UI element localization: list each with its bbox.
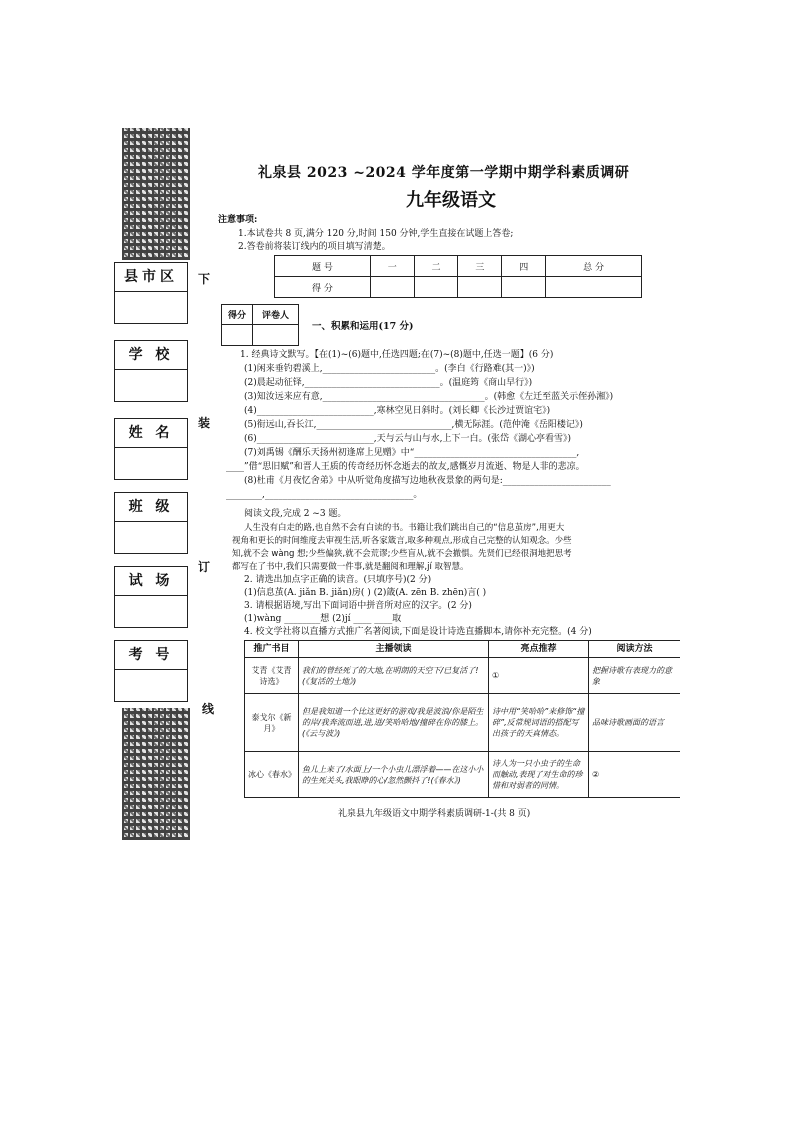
section-1-title: 一、积累和运用(17 分) xyxy=(312,321,414,332)
notice-item-1: 1.本试卷共 8 页,满分 120 分,时间 150 分钟,学生直接在试题上答卷; xyxy=(238,229,514,239)
binding-char-1: 下 xyxy=(198,272,211,286)
rec-row-2-highlight: 诗中用“笑哈哈”来修饰“撞碎”,反常规词语的搭配写出孩子的天真情态。 xyxy=(489,694,589,752)
q2-options: (1)信息茧(A. jiǎn B. jiǎn)房( ) (2)箴(A. zēn B. zhēn)言( ) xyxy=(244,588,487,598)
score-header-2: 二 xyxy=(414,256,458,277)
score-header-3: 三 xyxy=(458,256,502,277)
rec-row-1-highlight[interactable]: ① xyxy=(489,658,589,694)
school-label: 学 校 xyxy=(115,341,187,370)
rec-row-2-reading: 但是我知道一个比这更好的游戏/我是波浪/你是陌生的岸/我奔流而进,进,进/笑哈哈地/撞碎在你的膝上。(《云与波》) xyxy=(299,694,489,752)
q1-line-1: (1)闲来垂钓碧溪上,_________________________。(李白《行路难(其一)》) xyxy=(244,364,535,374)
page-title: 礼泉县 2023 ~2024 学年度第一学期中期学科素质调研 xyxy=(258,165,630,181)
notice-label: 注意事项: xyxy=(218,215,258,225)
class-label: 班 级 xyxy=(115,493,187,522)
county-label: 县市区 xyxy=(115,263,187,292)
rec-header-method: 阅读方法 xyxy=(589,641,681,658)
reading-p4: 都写在了书中,我们只需要做一件事,就是翻阅和理解,jí 取智慧。 xyxy=(232,562,469,572)
room-label: 试 场 xyxy=(115,567,187,596)
q1-line-4: (4)__________________________,寒林空见日斜时。(刘长卿《长沙过贾谊宅》) xyxy=(244,406,551,416)
recommendation-table xyxy=(244,640,680,798)
q1-line-5: (5)衔远山,吞长江,______________________________,横无际涯。(范仲淹《岳阳楼记》) xyxy=(244,420,583,430)
q1-line-6: (6)__________________________,天与云与山与水,上下一白。(张岱《湖心亭看雪》) xyxy=(244,434,571,444)
q1-line-8b: ________,_________________________________。 xyxy=(226,490,423,500)
q2-stem: 2. 请选出加点字正确的读音。(只填序号)(2 分) xyxy=(244,575,432,585)
reading-intro: 阅读文段,完成 2 ~3 题。 xyxy=(244,509,347,519)
score-cell-total[interactable] xyxy=(546,277,642,298)
rec-row-1-book: 艾青《艾青诗选》 xyxy=(245,658,299,694)
rec-row-3-book: 冰心《春水》 xyxy=(245,752,299,798)
score-row-label: 得 分 xyxy=(275,277,371,298)
q1-line-2: (2)晨起动征铎,______________________________。(温庭筠《商山早行》) xyxy=(244,378,533,388)
exam-number-label: 考 号 xyxy=(115,641,187,670)
reading-p3: 知,就不会 wàng 想;少些偏狭,就不会荒谬;少些盲从,就不会撤惧。先贤们已经很洞地把思考 xyxy=(232,549,572,559)
rec-row-1-reading: 我们的曾经死了的大地,在明朗的天空下/已复活了!(《复活的土地》) xyxy=(299,658,489,694)
grader-name-cell[interactable] xyxy=(253,325,299,346)
score-cell-3[interactable] xyxy=(458,277,502,298)
rec-row-2-method: 品味诗歌画面的语言 xyxy=(589,694,681,752)
q1-stem: 1. 经典诗文默写。【在(1)~(6)题中,任选四题;在(7)~(8)题中,任选一题】(6 分) xyxy=(240,350,554,360)
rec-header-reading: 主播领读 xyxy=(299,641,489,658)
q1-line-7a: (7)刘禹锡《酬乐天扬州初逢席上见赠》中“____________________________________, xyxy=(244,448,580,458)
rec-row-2-book: 泰戈尔《新月》 xyxy=(245,694,299,752)
binding-char-4: 线 xyxy=(202,702,215,716)
q4-stem: 4. 校文学社将以直播方式推广名著阅读,下面是设计诗选直播脚本,请你补充完整。(4 分) xyxy=(244,627,592,637)
rec-row-3-method[interactable]: ② xyxy=(589,752,681,798)
q3-options: (1)wàng ________想 (2)jí ____ ____取 xyxy=(244,614,402,624)
rec-header-book: 推广书目 xyxy=(245,641,299,658)
rec-header-highlight: 亮点推荐 xyxy=(489,641,589,658)
grader-score-label: 得分 xyxy=(222,305,253,325)
grader-score-cell[interactable] xyxy=(222,325,253,346)
score-header-label: 题 号 xyxy=(275,256,371,277)
rec-row-3-reading: 鱼儿上来了/水面上/一个小虫儿漂浮着——在这小小的生死关头,我眼睁的心/忽然颤抖了!(《春水》) xyxy=(299,752,489,798)
q1-line-8a: (8)杜甫《月夜忆舍弟》中从听觉角度描写边地秋夜景象的两句是:________________________ xyxy=(244,476,611,486)
grader-table xyxy=(221,304,299,346)
reading-p2: 视角和更长的时间维度去审视生活,听各家箴言,取多种观点,形成自己完整的认知观念。少些 xyxy=(232,536,572,546)
score-header-4: 四 xyxy=(502,256,546,277)
page-subject: 九年级语文 xyxy=(406,190,496,211)
name-label: 姓 名 xyxy=(115,419,187,448)
binding-char-2: 装 xyxy=(198,416,211,430)
q1-line-7b: ____”借“思旧赋”和晋人王质的传奇经历怀念逝去的故友,感慨岁月流逝、物是人非的悲凉。 xyxy=(226,462,585,472)
score-header-total: 总 分 xyxy=(546,256,642,277)
score-cell-2[interactable] xyxy=(414,277,458,298)
page-footer: 礼泉县九年级语文中期学科素质调研-1-(共 8 页) xyxy=(338,809,531,819)
grader-name-label: 评卷人 xyxy=(253,305,299,325)
score-header-1: 一 xyxy=(370,256,414,277)
exam-page xyxy=(112,122,680,827)
binding-char-3: 订 xyxy=(198,560,211,574)
score-cell-1[interactable] xyxy=(370,277,414,298)
rec-row-1-method: 把握诗歌有表现力的意象 xyxy=(589,658,681,694)
notice-item-2: 2.答卷前将装订线内的项目填写清楚。 xyxy=(238,242,391,252)
q3-stem: 3. 请根据语境,写出下面词语中拼音所对应的汉字。(2 分) xyxy=(244,601,472,611)
rec-row-3-highlight: 诗人为一只小虫子的生命而触动,表现了对生命的珍惜和对弱者的同情。 xyxy=(489,752,589,798)
score-table xyxy=(274,255,642,298)
q1-line-3: (3)知汝远来应有意,____________________________________。(韩愈《左迁至蓝关示侄孙湘》) xyxy=(244,392,614,402)
reading-p1: 人生没有白走的路,也自然不会有白读的书。书籍让我们跳出自己的“信息茧房”,用更大 xyxy=(244,523,565,533)
score-cell-4[interactable] xyxy=(502,277,546,298)
